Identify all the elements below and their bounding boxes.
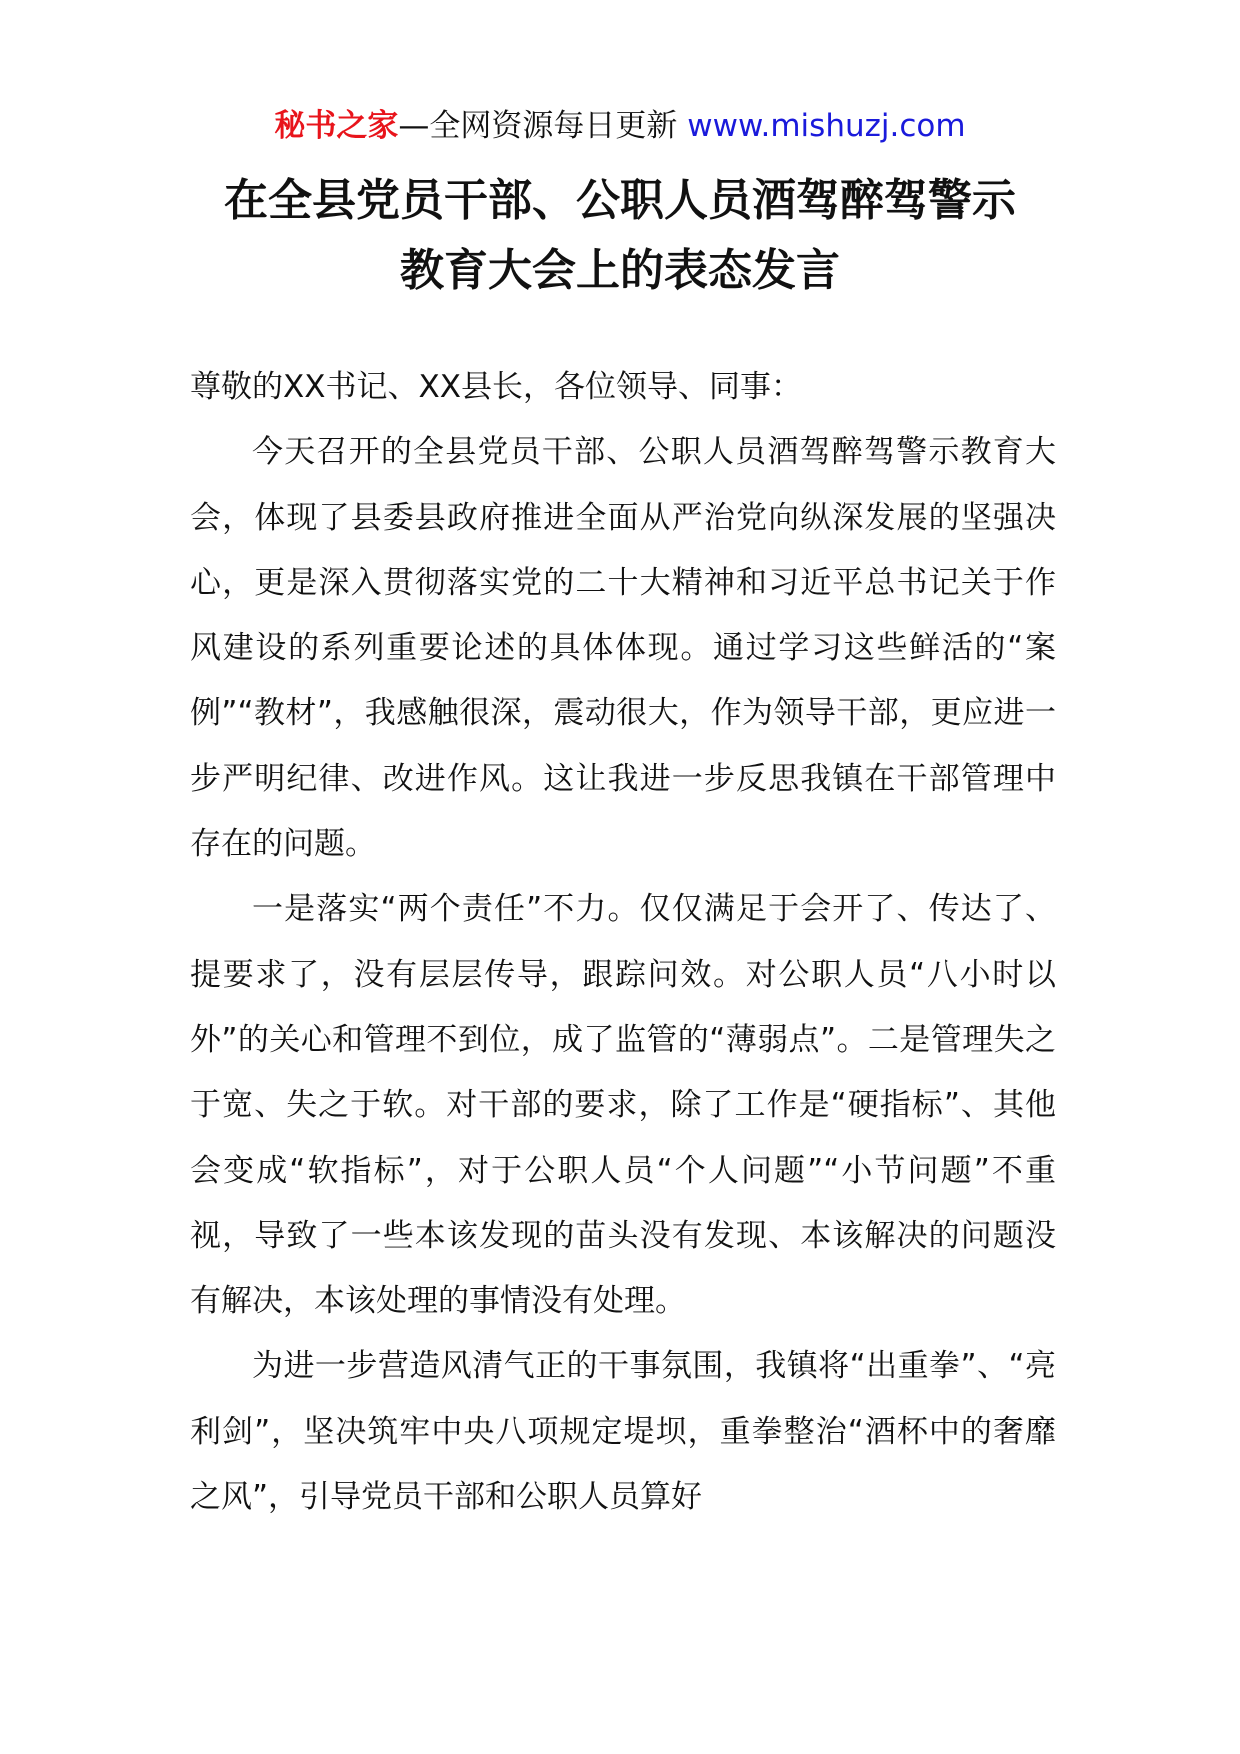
paragraph-measures: 为进一步营造风清气正的干事氛围，我镇将“出重拳”、“亮利剑”，坚决筑牢中央八项规定堤坝，重拳整治“酒杯中的奢靡之风”，引导党员干部和公职人员算好 [190, 1348, 1056, 1516]
site-banner [0, 104, 1240, 148]
document-title [0, 166, 1240, 306]
document-body [190, 355, 1056, 1530]
paragraph-problems: 一是落实“两个责任”不力。仅仅满足于会开了、传达了、提要求了，没有层层传导，跟踪问效。对公职人员“八小时以外”的关心和管理不到位，成了监管的“薄弱点”。二是管理失之于宽、失之于软。对干部的要求，除了工作是“硬指标”、其他会变成“软指标”，对于公职人员“个人问题”“小节问题”不重视，导致了一些本该发现的苗头没有发现、本该解决的问题没有解决，本该处理的事情没有处理。 [190, 891, 1056, 1320]
site-url-link[interactable]: www.mishuzj.com [687, 108, 966, 144]
paragraph-intro: 今天召开的全县党员干部、公职人员酒驾醉驾警示教育大会，体现了县委县政府推进全面从严治党向纵深发展的坚强决心，更是深入贯彻落实党的二十大精神和习近平总书记关于作风建设的系列重要论述的具体体现。通过学习这些鲜活的“案例”“教材”，我感触很深，震动很大，作为领导干部，更应进一步严明纪律、改进作风。这让我进一步反思我镇在干部管理中存在的问题。 [190, 434, 1056, 863]
title-line-1: 在全县党员干部、公职人员酒驾醉驾警示 [224, 175, 1016, 226]
brand-name: 秘书之家 [274, 108, 399, 144]
salutation: 尊敬的XX书记、XX县长，各位领导、同事： [190, 369, 802, 405]
banner-tagline: —全网资源每日更新 [398, 108, 678, 144]
title-line-2: 教育大会上的表态发言 [400, 245, 840, 296]
